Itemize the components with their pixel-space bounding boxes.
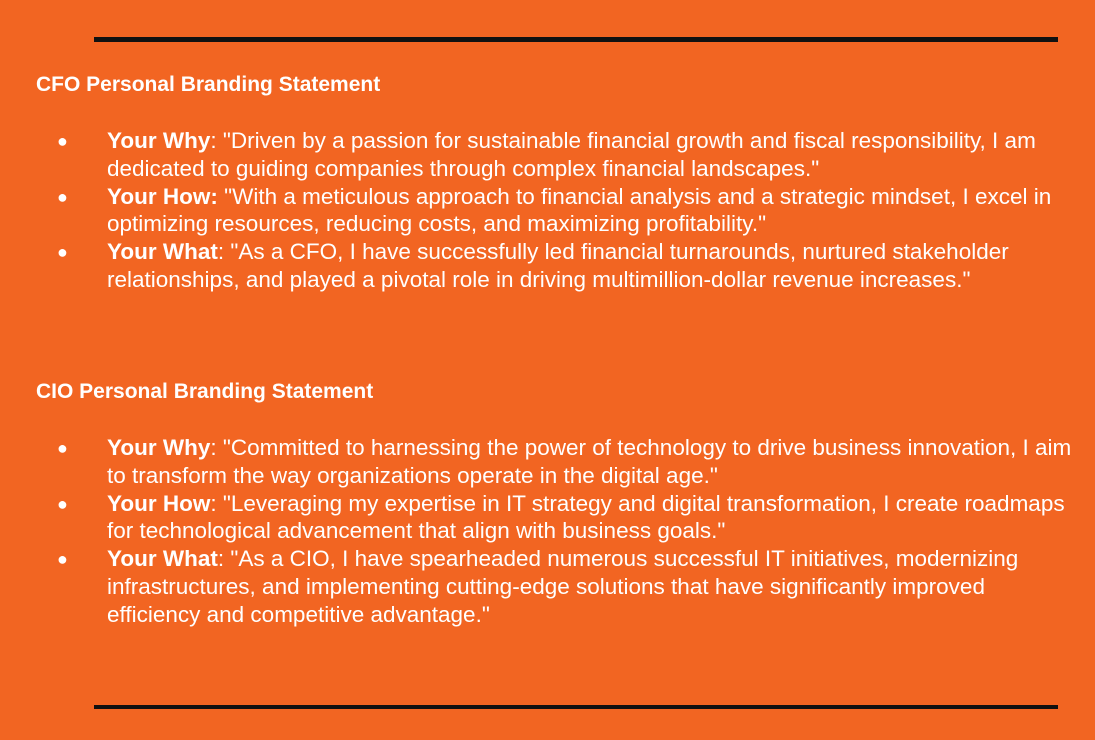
bullet-label: Your How: bbox=[107, 183, 218, 209]
bullet-text: "Leveraging my expertise in IT strategy and digital transformation, I create roadmaps for technological advancement that align with business goals." bbox=[107, 490, 1065, 544]
cio-how-item bbox=[36, 490, 1076, 546]
cfo-how-item bbox=[36, 183, 1076, 239]
top-divider bbox=[94, 37, 1058, 42]
bullet-dot-icon: ● bbox=[57, 186, 68, 207]
cfo-statement-list bbox=[36, 127, 1076, 294]
bullet-text: "Driven by a passion for sustainable financial growth and fiscal responsibility, I am dedicated to guiding companies through complex financial landscapes." bbox=[107, 128, 1036, 181]
cio-section-title: CIO Personal Branding Statement bbox=[36, 380, 374, 403]
cfo-section bbox=[36, 70, 1076, 294]
cio-what-item bbox=[36, 545, 1076, 628]
bullet-text: "Committed to harnessing the power of technology to drive business innovation, I aim to transform the way organizations operate in the digital age." bbox=[107, 435, 1072, 488]
cio-section bbox=[36, 377, 1076, 629]
bullet-separator: : bbox=[210, 435, 223, 460]
bullet-dot-icon: ● bbox=[57, 549, 68, 570]
bullet-dot-icon: ● bbox=[57, 438, 68, 458]
cfo-what-item bbox=[36, 238, 1076, 294]
bullet-dot-icon: ● bbox=[57, 493, 68, 514]
bullet-dot-icon: ● bbox=[57, 131, 68, 151]
bullet-separator: : bbox=[217, 546, 231, 572]
bullet-label: Your Why bbox=[107, 435, 211, 460]
bottom-divider bbox=[94, 705, 1058, 709]
bullet-label: Your What bbox=[107, 546, 218, 572]
bullet-text: "With a meticulous approach to financial analysis and a strategic mindset, I excel in optimizing resources, reducing costs, and maximizing profitability." bbox=[107, 183, 1052, 237]
bullet-dot-icon: ● bbox=[57, 242, 68, 263]
bullet-text: "As a CIO, I have spearheaded numerous successful IT initiatives, modernizing infrastructures, and implementing cutting-edge solutions that have significantly improved efficiency and competitive advantage." bbox=[107, 546, 1019, 627]
bullet-separator: : bbox=[210, 490, 223, 516]
bullet-text: "As a CFO, I have successfully led financial turnarounds, nurtured stakeholder relationships, and played a pivotal role in driving multimillion-dollar revenue increases." bbox=[107, 239, 1009, 292]
bullet-label: Your Why bbox=[107, 128, 211, 153]
cfo-section-title: CFO Personal Branding Statement bbox=[36, 73, 381, 96]
bullet-separator: : bbox=[210, 128, 223, 153]
bullet-separator: : bbox=[217, 239, 231, 265]
cfo-why-item bbox=[36, 127, 1076, 183]
cio-statement-list bbox=[36, 434, 1076, 629]
bullet-label: Your How bbox=[107, 490, 211, 516]
bullet-label: Your What bbox=[107, 239, 218, 265]
cio-why-item bbox=[36, 434, 1076, 490]
